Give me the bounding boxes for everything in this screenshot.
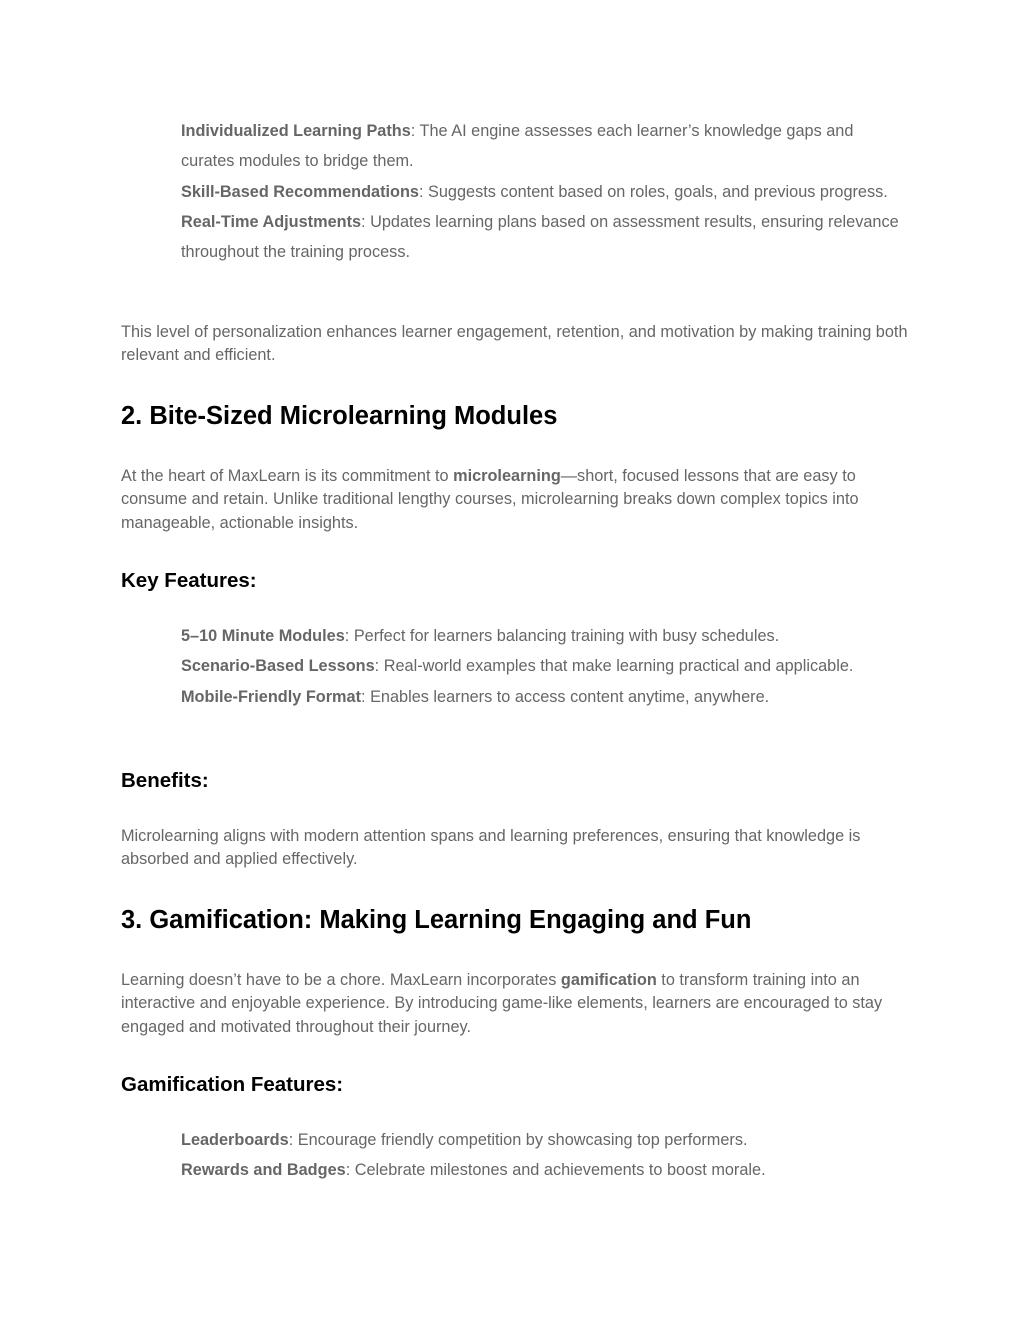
list-item-desc: : Enables learners to access content anytime, anywhere. [361,687,770,706]
personalization-paragraph: This level of personalization enhances learner engagement, retention, and motivation by making training both relevant and efficient. [121,323,908,365]
list-item [181,651,901,681]
key-features-list [181,621,901,712]
section-heading-microlearning: 2. Bite-Sized Microlearning Modules [121,402,558,430]
learning-paths-list [181,116,901,267]
list-item-term: Mobile-Friendly Format [181,687,362,706]
gamification-features-list [181,1125,901,1186]
list-item [181,1125,901,1155]
text-span: Learning doesn’t have to be a chore. MaxLearn incorporates [121,971,561,989]
list-item [181,116,901,177]
list-item-term: 5–10 Minute Modules [181,627,345,645]
list-item-term: Real-Time Adjustments [181,212,362,231]
list-item-desc: : Real-world examples that make learning practical and applicable. [374,657,854,676]
section-heading-gamification: 3. Gamification: Making Learning Engaging and Fun [121,906,752,934]
list-item-desc: : Perfect for learners balancing training with busy schedules. [344,627,780,645]
list-item [181,207,901,268]
list-item [181,682,901,712]
list-item [181,621,901,651]
list-item-term: Scenario-Based Lessons [181,657,375,676]
subheading-benefits: Benefits: [121,769,209,792]
gamification-paragraph [121,969,911,1039]
list-item-term: Rewards and Badges [181,1161,346,1180]
list-item-desc: : Celebrate milestones and achievements to boost morale. [345,1161,766,1180]
subheading-key-features: Key Features: [121,569,257,592]
list-item-desc: : The AI engine assesses each learner’s knowledge gaps and curates modules to bridge them. [181,122,854,171]
list-item-desc: : Suggests content based on roles, goals, and previous progress. [418,182,888,201]
list-item [181,1155,901,1185]
benefits-paragraph: Microlearning aligns with modern attention spans and learning preferences, ensuring that knowledge is absorbed and applied effectively. [121,827,861,869]
list-item-term: Individualized Learning Paths [181,122,411,140]
microlearning-paragraph [121,465,911,535]
list-item [181,177,901,207]
bold-term: microlearning [453,467,561,485]
text-span: At the heart of MaxLearn is its commitment to [121,467,454,485]
list-item-desc: : Encourage friendly competition by showcasing top performers. [288,1131,748,1149]
bold-term: gamification [560,971,657,989]
subheading-gamification-features: Gamification Features: [121,1073,344,1096]
list-item-term: Skill-Based Recommendations [181,182,419,201]
text-span: to transform training into an interactive and enjoyable experience. By introducing game-like elements, learners are encouraged to stay engaged and motivated throughout their journey. [121,971,883,1036]
list-item-desc: : Updates learning plans based on assessment results, ensuring relevance throughout the training process. [181,212,899,262]
text-span: —short, focused lessons that are easy to consume and retain. Unlike traditional lengthy courses, microlearning breaks down complex topics into manageable, actionable insights. [121,467,859,532]
list-item-term: Leaderboards [181,1131,289,1149]
